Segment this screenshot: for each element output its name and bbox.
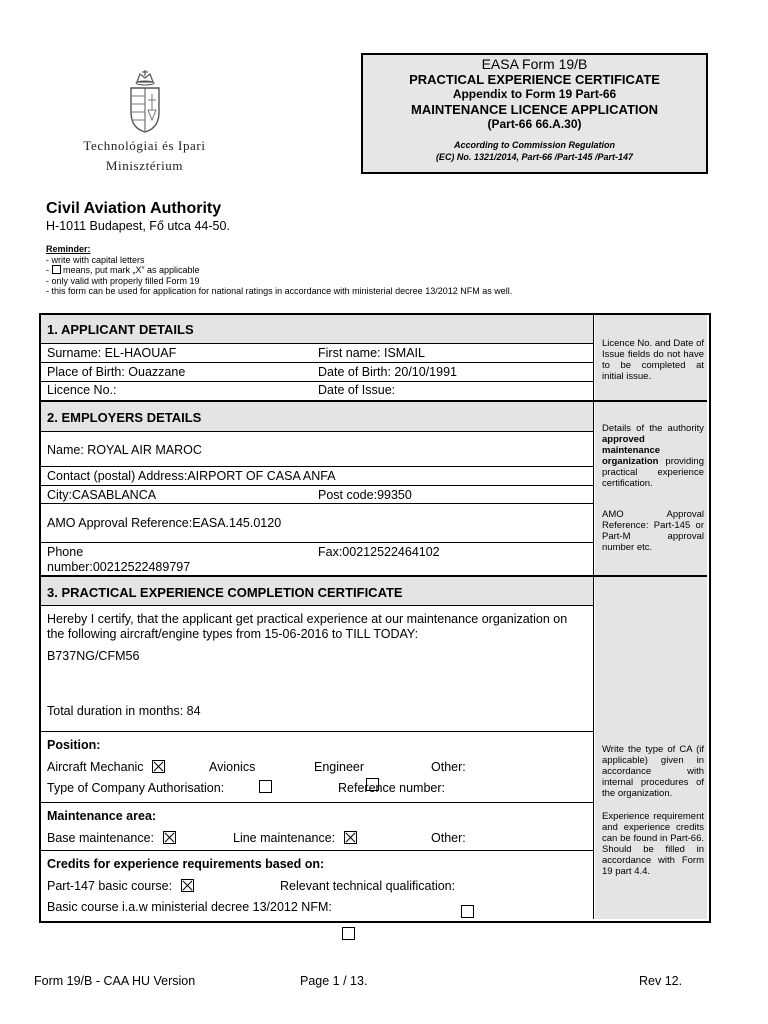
- position-label: Position:: [47, 738, 101, 752]
- avionics-label: Avionics: [209, 760, 256, 774]
- basic-course-checkbox[interactable]: [461, 905, 474, 918]
- first-name-field[interactable]: First name: ISMAIL: [318, 346, 425, 360]
- aircraft-types-field[interactable]: B737NG/CFM56: [47, 649, 140, 663]
- surname-field[interactable]: Surname: EL-HAOUAF: [47, 346, 177, 360]
- base-maintenance-checkbox[interactable]: [163, 831, 176, 844]
- city-field[interactable]: City:CASABLANCA: [47, 488, 157, 502]
- licence-no-field[interactable]: Licence No.:: [47, 383, 117, 397]
- section3-title: 3. PRACTICAL EXPERIENCE COMPLETION CERTIFICATE: [47, 585, 403, 600]
- fax-field[interactable]: Fax:00212522464102: [318, 545, 440, 559]
- divider: [41, 466, 593, 467]
- other-position-field[interactable]: Other:: [431, 760, 466, 774]
- section1-title: 1. APPLICANT DETAILS: [47, 322, 194, 337]
- form-subtitle: PRACTICAL EXPERIENCE CERTIFICATE: [409, 72, 660, 87]
- total-duration-field[interactable]: Total duration in months: 84: [47, 704, 201, 718]
- line-maintenance-label: Line maintenance:: [233, 831, 336, 845]
- certify-line2: the following aircraft/engine types from 15-06-2016 to TILL TODAY:: [47, 627, 419, 641]
- column-divider: [593, 315, 594, 919]
- post-code-field[interactable]: Post code:99350: [318, 488, 412, 502]
- date-of-issue-field[interactable]: Date of Issue:: [318, 383, 396, 397]
- relevant-qualification-label: Relevant technical qualification:: [280, 879, 456, 893]
- divider: [41, 362, 593, 363]
- section3-note-credits: Experience requirement and experience credits can be found in Part-66. Should be filled in accordance with Form 19 part 4.4.: [602, 811, 704, 877]
- aircraft-mechanic-label: Aircraft Mechanic: [47, 760, 144, 774]
- divider: [41, 802, 593, 803]
- footer-page: Page 1 / 13.: [300, 974, 368, 988]
- reminder-block: [46, 244, 512, 297]
- reminder-line2: [46, 265, 512, 276]
- footer-version: Form 19/B - CAA HU Version: [34, 974, 196, 988]
- divider: [41, 542, 593, 543]
- section1-note: Licence No. and Date of Issue fields do not have to be completed at initial issue.: [602, 338, 704, 382]
- section2-title: 2. EMPLOYERS DETAILS: [47, 410, 202, 425]
- phone-field[interactable]: number:00212522489797: [47, 560, 191, 574]
- checkbox-icon: [52, 265, 61, 274]
- reference-number-field[interactable]: Reference number:: [338, 781, 446, 795]
- divider: [41, 850, 593, 851]
- basic-course-label: Basic course i.a.w ministerial decree 13/2012 NFM:: [47, 900, 332, 914]
- date-of-birth-field[interactable]: Date of Birth: 20/10/1991: [318, 365, 457, 379]
- form-part-ref: (Part-66 66.A.30): [487, 117, 582, 131]
- company-auth-checkbox[interactable]: [259, 780, 272, 793]
- note-text: providing practical experience certification.: [602, 456, 704, 489]
- credits-label: Credits for experience requirements based on:: [47, 857, 325, 871]
- company-auth-label: Type of Company Authorisation:: [47, 781, 225, 795]
- phone-label: Phone: [47, 545, 84, 559]
- engineer-checkbox[interactable]: [366, 778, 379, 791]
- ministry-logo: [62, 70, 227, 174]
- amo-reference-field[interactable]: AMO Approval Reference:EASA.145.0120: [47, 516, 282, 530]
- divider: [41, 731, 593, 732]
- ministry-name-line2: Minisztérium: [105, 158, 184, 173]
- aircraft-mechanic-checkbox[interactable]: [152, 760, 165, 773]
- divider: [41, 503, 593, 504]
- divider: [41, 381, 593, 382]
- engineer-label: Engineer: [314, 760, 365, 774]
- maintenance-area-label: Maintenance area:: [47, 809, 157, 823]
- note-text: Details of the authority: [602, 423, 704, 434]
- ministry-name-line1: Technológiai és Ipari: [83, 138, 206, 153]
- base-maintenance-label: Base maintenance:: [47, 831, 155, 845]
- reminder-line1: - write with capital letters: [46, 254, 145, 265]
- form-header-box: [361, 53, 708, 174]
- section2-note-approved: [602, 423, 704, 489]
- form-application: MAINTENANCE LICENCE APPLICATION: [411, 102, 658, 117]
- section2-note-amo: AMO Approval Reference: Part-145 or Part-M approval number etc.: [602, 509, 704, 553]
- coat-of-arms-icon: [127, 70, 163, 134]
- relevant-qualification-checkbox[interactable]: [342, 927, 355, 940]
- reminder-line2-text: means, put mark „X” as applicable: [60, 265, 200, 275]
- regulation-line1: According to Commission Regulation: [453, 140, 615, 150]
- reminder-line2-prefix: -: [46, 265, 52, 275]
- divider: [41, 605, 593, 606]
- part147-checkbox[interactable]: [181, 879, 194, 892]
- line-maintenance-checkbox[interactable]: [344, 831, 357, 844]
- reminder-heading: Reminder:: [46, 244, 91, 254]
- contact-address-field[interactable]: Contact (postal) Address:AIRPORT OF CASA ANFA: [47, 469, 336, 483]
- authority-name: Civil Aviation Authority: [46, 200, 222, 217]
- divider: [41, 485, 593, 486]
- note-emphasis: approved maintenance organization: [602, 434, 661, 467]
- form-appendix: Appendix to Form 19 Part-66: [452, 87, 617, 101]
- section3-note-position: Write the type of CA (if applicable) given in accordance with internal procedures of the organization.: [602, 744, 704, 799]
- certify-line1: Hereby I certify, that the applicant get practical experience at our maintenance organization on: [47, 612, 568, 626]
- authority-address: H-1011 Budapest, Fő utca 44-50.: [46, 219, 230, 233]
- part147-label: Part-147 basic course:: [47, 879, 173, 893]
- reminder-line3: - only valid with properly filled Form 19: [46, 275, 200, 286]
- regulation-line2: (EC) No. 1321/2014, Part-66 /Part-145 /Part-147: [435, 152, 634, 162]
- footer-revision: Rev 12.: [639, 974, 683, 988]
- employer-name-field[interactable]: Name: ROYAL AIR MAROC: [47, 443, 202, 457]
- divider: [41, 431, 593, 432]
- place-of-birth-field[interactable]: Place of Birth: Ouazzane: [47, 365, 186, 379]
- reminder-line4: - this form can be used for application for national ratings in accordance with ministerial decree 13/2012 NFM as well.: [46, 286, 513, 296]
- divider: [41, 343, 593, 344]
- other-area-field[interactable]: Other:: [431, 831, 466, 845]
- form-title: EASA Form 19/B: [481, 56, 588, 72]
